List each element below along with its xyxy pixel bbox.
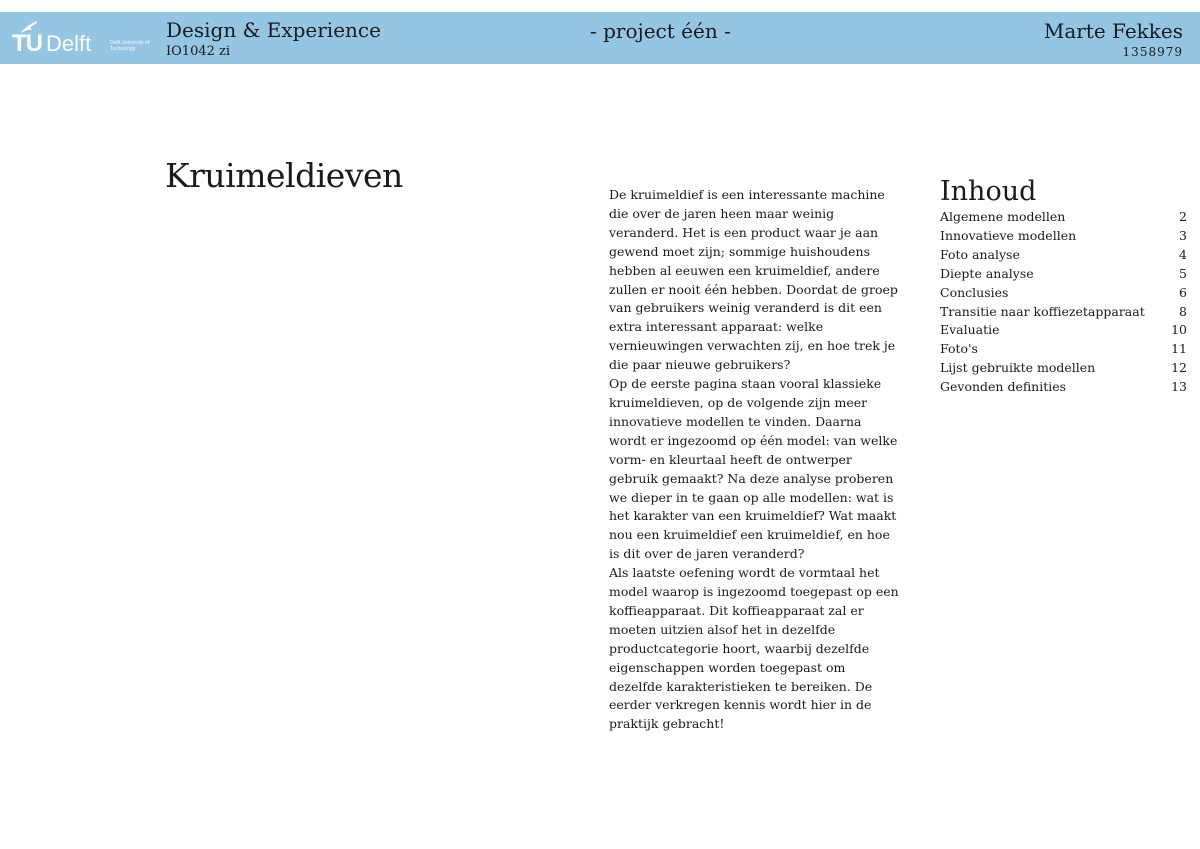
course-title: Design & Experience [166,18,381,42]
toc-item-label: Lijst gebruikte modellen [940,360,1096,376]
toc-item-label: Gevonden definities [940,379,1067,395]
toc-item[interactable] [940,208,1187,227]
project-label: - project één - [590,19,731,43]
toc-item-page: 5 [1179,265,1187,281]
toc-item[interactable] [940,227,1187,246]
page-title: Kruimeldieven [165,156,403,195]
toc-item[interactable] [940,284,1187,303]
toc-item-label: Foto analyse [940,246,1020,262]
toc-item-page: 4 [1179,246,1187,262]
intro-paragraph: Op de eerste pagina staan vooral klassieke kruimeldieven, op de volgende zijn meer innovatieve modellen te vinden. Daarna wordt er ingezoomd op één model: van welke vorm- en kleurtaal heeft de ontwerper gebruik gemaakt? Na deze analyse proberen we dieper in te gaan op alle modellen: wat is het karakter van een kruimeldief? Wat maakt nou een kruimeldief een kruimeldief, en hoe is dit over de jaren veranderd? [609,376,898,562]
student-number: 1358979 [1122,45,1183,59]
toc-item-page: 8 [1179,303,1187,319]
logo-tu-text: TU [12,30,42,57]
toc-item-page: 6 [1179,284,1187,300]
table-of-contents [940,176,1187,397]
toc-item[interactable] [940,303,1187,322]
toc-item-page: 10 [1171,322,1187,338]
toc-list [940,208,1187,397]
toc-item-label: Algemene modellen [940,209,1066,224]
toc-heading: Inhoud [940,176,1037,207]
toc-item-page: 3 [1179,227,1187,243]
toc-item[interactable] [940,321,1187,340]
toc-item-page: 11 [1171,341,1187,357]
intro-paragraph: Als laatste oefening wordt de vormtaal het model waarop is ingezoomd toegepast op een koffieapparaat. Dit koffieapparaat zal er moeten uitzien alsof het in dezelfde productcategorie hoort, waarbij dezelfde eigenschappen worden toegepast om dezelfde karakteristieken te bereiken. De eerder verkregen kennis wordt hier in de praktijk gebracht! [609,565,899,732]
logo-tagline: Delft University of Technology [110,40,150,52]
toc-item-label: Innovatieve modellen [940,227,1077,243]
author-name: Marte Fekkes [1043,19,1183,43]
course-code: IO1042 zi [166,44,231,59]
toc-item-label: Evaluatie [940,322,1000,338]
toc-item[interactable] [940,265,1187,284]
toc-item[interactable] [940,359,1187,378]
toc-item-page: 12 [1171,360,1187,376]
tu-delft-logo [12,20,152,56]
toc-item[interactable] [940,246,1187,265]
intro-paragraph: De kruimeldief is een interessante machine die over de jaren heen maar weinig veranderd. Het is een product waar je aan gewend moet zijn; sommige huishoudens hebben al eeuwen een kruimeldief, andere zullen er nooit één hebben. Doordat de groep van gebruikers weinig veranderd is dit een extra interessant apparaat: welke vernieuwingen verwachten zij, en hoe trek je die paar nieuwe gebruikers? [609,187,898,373]
toc-item-label: Transitie naar koffiezetapparaat [940,303,1145,319]
toc-item[interactable] [940,340,1187,359]
toc-item-label: Foto's [940,341,978,357]
toc-item-page: 2 [1179,209,1187,224]
toc-item-label: Diepte analyse [940,265,1034,281]
logo-delft-text: Delft [46,31,92,56]
toc-item-page: 13 [1171,379,1187,395]
intro-text [609,186,899,734]
page-header [0,12,1200,64]
toc-item-label: Conclusies [940,284,1009,300]
toc-item[interactable] [940,378,1187,397]
